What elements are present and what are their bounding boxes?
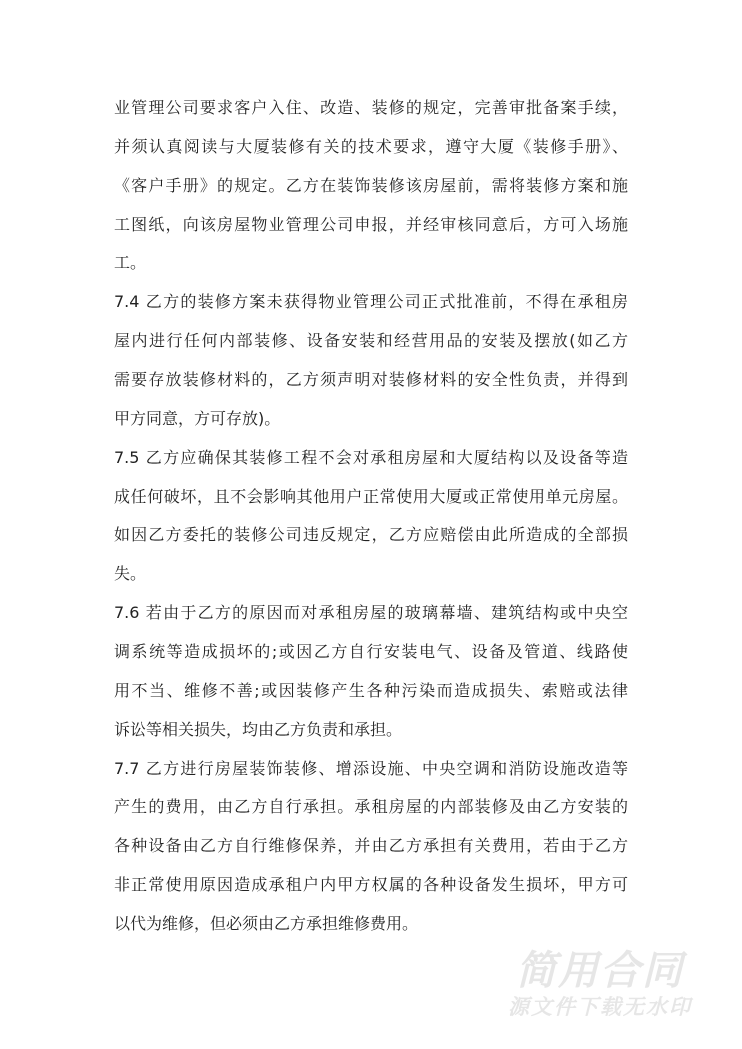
watermark-title: 简用合同 xyxy=(516,948,684,994)
text-line: 如因乙方委托的装修公司违反规定，乙方应赔偿由此所造成的全部损 xyxy=(114,525,628,544)
text-line: 《客户手册》的规定。乙方在装饰装修该房屋前，需将装修方案和施 xyxy=(114,176,628,195)
text-line: 7.6 若由于乙方的原因而对承租房屋的玻璃幕墙、建筑结构或中央空 xyxy=(114,603,628,622)
text-line: 失。 xyxy=(114,564,147,583)
text-line: 甲方同意，方可存放)。 xyxy=(114,409,281,428)
text-line: 7.4 乙方的装修方案未获得物业管理公司正式批准前，不得在承租房 xyxy=(114,292,628,311)
text-line: 7.7 乙方进行房屋装饰装修、增添设施、中央空调和消防设施改造等 xyxy=(114,759,628,778)
text-line: 并须认真阅读与大厦装修有关的技术要求，遵守大厦《装修手册》、 xyxy=(114,137,628,156)
watermark-logo xyxy=(505,948,695,1020)
text-line: 调系统等造成损坏的;或因乙方自行安装电气、设备及管道、线路使 xyxy=(114,642,628,661)
text-line: 工图纸，向该房屋物业管理公司申报，并经审核同意后，方可入场施 xyxy=(114,215,628,234)
text-line: 屋内进行任何内部装修、设备安装和经营用品的安装及摆放(如乙方 xyxy=(114,331,628,350)
text-line: 诉讼等相关损失，均由乙方负责和承担。 xyxy=(114,720,403,739)
text-line: 7.5 乙方应确保其装修工程不会对承租房屋和大厦结构以及设备等造 xyxy=(114,448,628,467)
text-line: 以代为维修，但必须由乙方承担维修费用。 xyxy=(114,914,419,933)
watermark-subtitle: 源文件下载无水印 xyxy=(508,995,692,1019)
text-line: 各种设备由乙方自行维修保养，并由乙方承担有关费用，若由于乙方 xyxy=(114,836,628,855)
text-line: 成任何破坏，且不会影响其他用户正常使用大厦或正常使用单元房屋。 xyxy=(114,487,628,506)
text-line: 用不当、维修不善;或因装修产生各种污染而造成损失、索赔或法律 xyxy=(114,681,628,700)
text-line: 工。 xyxy=(114,253,147,272)
text-line: 产生的费用，由乙方自行承担。承租房屋的内部装修及由乙方安装的 xyxy=(114,797,628,816)
text-line: 非正常使用原因造成承租户内甲方权属的各种设备发生损坏，甲方可 xyxy=(114,875,628,894)
text-line: 需要存放装修材料的，乙方须声明对装修材料的安全性负责，并得到 xyxy=(114,370,628,389)
text-line: 业管理公司要求客户入住、改造、装修的规定，完善审批备案手续， xyxy=(114,98,628,117)
